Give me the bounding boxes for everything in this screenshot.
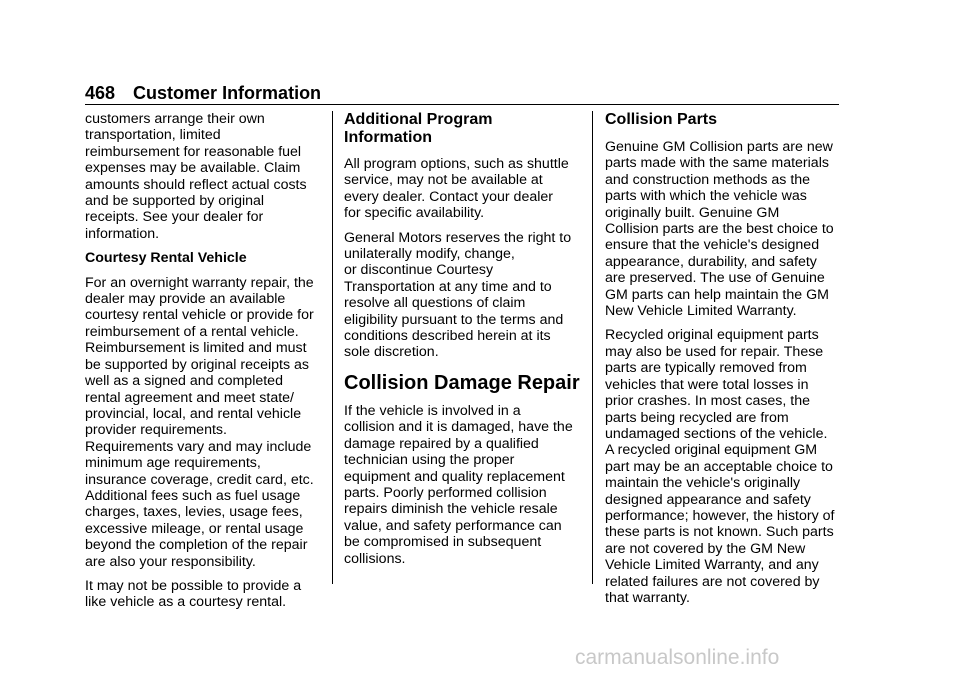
text-line: beyond the completion of the repair: [85, 537, 308, 554]
text-line: amounts should reflect actual costs: [85, 176, 307, 193]
text-line: Reimbursement is limited and must: [85, 340, 307, 357]
text-line: Recycled original equipment parts: [605, 327, 819, 344]
text-line: or discontinue Courtesy: [344, 262, 494, 279]
text-line: reimbursement of a rental vehicle.: [85, 323, 299, 340]
text-line: undamaged sections of the vehicle.: [605, 425, 828, 442]
text-line: every dealer. Contact your dealer: [344, 188, 553, 205]
text-line: parts are typically removed from: [605, 360, 807, 377]
text-line: conditions described herein at its: [344, 328, 551, 345]
text-line: parts with which the vehicle was: [605, 188, 807, 205]
watermark: carmanualsonline.info: [575, 646, 780, 669]
text-line: these parts is not known. Such parts: [605, 524, 834, 541]
column-1: [85, 111, 325, 619]
text-line: sole discretion.: [344, 344, 439, 361]
text-line: Additional fees such as fuel usage: [85, 487, 301, 504]
text-line: service, may not be available at: [344, 172, 543, 189]
text-line: eligibility pursuant to the terms and: [344, 311, 564, 328]
text-line: are also your responsibility.: [85, 553, 256, 570]
intro-paragraph: [85, 111, 325, 242]
text-line: performance; however, the history of: [605, 507, 835, 524]
text-line: charges, taxes, levies, usage fees,: [85, 504, 303, 521]
program-options-paragraph: [344, 156, 584, 222]
genuine-parts-paragraph: [605, 139, 845, 319]
like-vehicle-paragraph: [85, 578, 325, 611]
text-line: GM parts can help maintain the GM: [605, 286, 829, 303]
text-line: like vehicle as a courtesy rental.: [85, 594, 287, 611]
text-line: If the vehicle is involved in a: [344, 402, 521, 419]
column-divider: [592, 111, 593, 584]
section-title: Customer Information: [133, 83, 322, 103]
gm-reserves-paragraph: [344, 230, 584, 361]
text-line: provider requirements.: [85, 422, 227, 439]
text-line: parts made with the same materials: [605, 155, 829, 172]
text-line: value, and safety performance can: [344, 517, 562, 534]
text-line: may also be used for repair. These: [605, 343, 824, 360]
text-line: resolve all questions of claim: [344, 295, 526, 312]
text-line: related failures are not covered by: [605, 573, 820, 590]
text-line: that warranty.: [605, 589, 690, 606]
column-divider: [332, 111, 333, 584]
text-line: originally built. Genuine GM: [605, 204, 780, 221]
text-line: provincial, local, and rental vehicle: [85, 405, 302, 422]
text-line: and construction methods as the: [605, 171, 811, 188]
text-line: It may not be possible to provide a: [85, 577, 302, 594]
text-line: well as a signed and completed: [85, 373, 283, 390]
text-line: designed appearance and safety: [605, 491, 811, 508]
courtesy-rental-paragraph: [85, 275, 325, 570]
collision-damage-repair-heading: Collision Damage Repair: [344, 371, 580, 394]
column-3: [605, 111, 845, 614]
recycled-parts-paragraph: [605, 327, 845, 606]
text-line: Vehicle Limited Warranty, and any: [605, 557, 819, 574]
column-2: [344, 111, 584, 575]
text-line: expenses may be available. Claim: [85, 160, 301, 177]
text-line: vehicles that were total losses in: [605, 376, 809, 393]
text-line: collision and it is damaged, have the: [344, 419, 573, 436]
text-line: ensure that the vehicle's designed: [605, 237, 820, 254]
text-line: rental agreement and meet state/: [85, 389, 294, 406]
text-line: collisions.: [344, 550, 406, 567]
text-line: For an overnight warranty repair, the: [85, 274, 314, 291]
text-line: are not covered by the GM New: [605, 540, 806, 557]
text-line: prior crashes. In most cases, the: [605, 393, 811, 410]
text-line: appearance, durability, and safety: [605, 253, 817, 270]
text-line: maintain the vehicle's originally: [605, 475, 801, 492]
text-line: are preserved. The use of Genuine: [605, 270, 825, 287]
header-rule: [85, 104, 839, 105]
text-line: dealer may provide an available: [85, 291, 286, 308]
text-line: excessive mileage, or rental usage: [85, 520, 304, 537]
text-line: receipts. See your dealer for: [85, 209, 264, 226]
text-line: minimum age requirements,: [85, 455, 261, 472]
text-line: New Vehicle Limited Warranty.: [605, 303, 797, 320]
text-line: Additional Program: [344, 111, 493, 128]
collision-repair-paragraph: [344, 403, 584, 567]
page-header: [85, 82, 839, 104]
text-line: All program options, such as shuttle: [344, 156, 569, 172]
text-line: information.: [85, 225, 160, 242]
text-line: and be supported by original: [85, 193, 265, 210]
text-line: equipment and quality replacement: [344, 468, 565, 485]
additional-program-heading: [344, 111, 584, 147]
text-line: insurance coverage, credit card, etc.: [85, 471, 314, 488]
text-line: be supported by original receipts as: [85, 356, 309, 373]
text-line: courtesy rental vehicle or provide for: [85, 307, 314, 324]
text-line: A recycled original equipment GM: [605, 442, 818, 459]
text-line: be compromised in subsequent: [344, 534, 542, 551]
text-line: customers arrange their own: [85, 111, 265, 127]
text-line: Requirements vary and may include: [85, 438, 312, 455]
text-line: for specific availability.: [344, 205, 485, 222]
collision-parts-heading: Collision Parts: [605, 111, 718, 128]
text-line: technician using the proper: [344, 452, 515, 469]
text-line: Genuine GM Collision parts are new: [605, 139, 833, 155]
text-line: parts. Poorly performed collision: [344, 484, 547, 501]
text-line: unilaterally modify, change,: [344, 246, 515, 263]
text-line: Collision parts are the best choice to: [605, 221, 834, 238]
courtesy-rental-subheading: Courtesy Rental Vehicle: [85, 250, 247, 267]
text-line: part may be an acceptable choice to: [605, 458, 833, 475]
text-line: reimbursement for reasonable fuel: [85, 143, 302, 160]
text-line: damage repaired by a qualified: [344, 435, 539, 452]
text-line: General Motors reserves the right to: [344, 229, 572, 246]
text-line: repairs diminish the vehicle resale: [344, 501, 558, 518]
page-number: 468: [85, 83, 116, 103]
text-line: transportation, limited: [85, 127, 221, 144]
text-line: parts being recycled are from: [605, 409, 789, 426]
text-line: Information: [344, 129, 432, 146]
text-line: Transportation at any time and to: [344, 278, 552, 295]
